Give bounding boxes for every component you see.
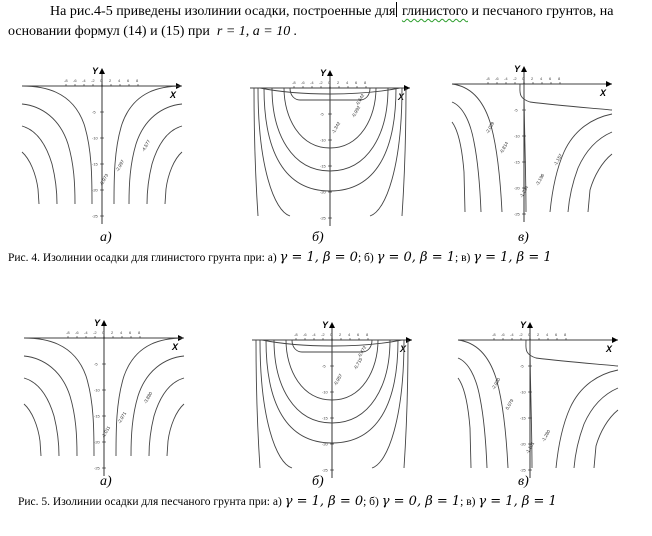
fig5-caption-prefix: Рис. 5. Изолинии осадки для песчаного грунта при: а) — [18, 496, 282, 508]
fig4-caption-sep-b: ; б) — [357, 252, 374, 264]
x-axis-label: X — [600, 88, 607, 98]
contour-line — [22, 126, 57, 204]
contour-value-label: -2,997 — [114, 158, 126, 173]
contour-value-label: -4,577 — [140, 138, 152, 153]
fig4-panel-c — [452, 62, 612, 222]
y-tick-label: -10 — [94, 387, 100, 393]
contour-value-label: -0,472 — [356, 344, 368, 359]
contour-line — [520, 84, 612, 110]
x-tick-label: -2 — [91, 78, 95, 83]
contour-line — [22, 86, 92, 204]
contour-value-label: -0,957 — [332, 372, 344, 387]
y-tick-label: -15 — [320, 163, 326, 169]
contour-line — [452, 102, 481, 212]
x-axis-label: X — [398, 92, 405, 102]
y-tick-label: -25 — [92, 213, 98, 219]
x-tick-label: 8 — [366, 332, 369, 337]
x-tick-label: 0 — [330, 332, 333, 337]
fig4-caption-a: γ = 1, β = 0 — [279, 250, 358, 265]
contour-line — [404, 340, 408, 468]
contour-plot — [252, 318, 412, 478]
intro-paragraph — [8, 2, 644, 42]
fig5-caption-sep-b: ; б) — [363, 496, 379, 508]
y-tick-label: -25 — [320, 215, 326, 221]
y-tick-label: -10 — [320, 137, 326, 143]
contour-value-label: -0,992 — [350, 104, 362, 119]
contour-value-label: -1,224 — [518, 184, 530, 199]
x-tick-label: 2 — [337, 80, 340, 85]
x-tick-label: 8 — [558, 76, 561, 81]
intro-text-2: и песчаного грунтов, на основании формул (14) и (15) при — [8, 4, 614, 39]
y-axis-arrow — [101, 320, 107, 326]
fig4-sublabel-b: б) — [312, 230, 324, 245]
x-axis-arrow — [612, 337, 618, 343]
contour-line — [452, 84, 502, 212]
contour-value-label: -1,101 — [524, 440, 536, 455]
fig5-sublabel-a: а) — [100, 474, 112, 489]
contour-value-label: -2,971 — [116, 410, 128, 425]
intro-text-1: На рис.4-5 приведены изолинии осадки, построенные для — [50, 4, 396, 19]
y-tick-label: -10 — [520, 389, 526, 395]
contour-line — [402, 88, 406, 216]
y-tick-label: -20 — [322, 441, 328, 447]
text-cursor — [396, 2, 397, 17]
x-tick-label: -6 — [303, 332, 307, 337]
fig5-caption-sep-c: ; в) — [460, 496, 476, 508]
x-tick-label: 4 — [118, 78, 121, 83]
contour-line — [458, 340, 508, 468]
fig4-caption-sep-c: ; в) — [455, 252, 471, 264]
x-tick-label: -8 — [292, 80, 296, 85]
y-tick-label: -20 — [92, 187, 98, 193]
contour-value-label: -1,157 — [552, 152, 564, 167]
fig4-sublabel-c: в) — [518, 230, 529, 245]
x-tick-label: 6 — [555, 332, 558, 337]
fig5-caption — [18, 494, 557, 509]
x-tick-label: 6 — [357, 332, 360, 337]
y-axis-arrow — [99, 68, 105, 74]
x-axis-arrow — [406, 337, 412, 343]
fig4-sublabel-a: а) — [100, 230, 112, 245]
x-tick-label: 4 — [348, 332, 351, 337]
contour-line — [526, 340, 618, 366]
contour-line — [594, 410, 618, 468]
contour-value-label: -0,715 — [352, 356, 364, 371]
y-tick-label: -5 — [94, 361, 98, 367]
fig5-sublabel-c: в) — [518, 474, 529, 489]
y-tick-label: -15 — [94, 413, 100, 419]
x-tick-label: 2 — [531, 76, 534, 81]
y-tick-label: -5 — [322, 363, 326, 369]
fig4-caption — [8, 250, 552, 265]
fig5-sublabel-b: б) — [312, 474, 324, 489]
contour-line — [588, 154, 612, 212]
contour-value-label: -0,973 — [98, 172, 110, 187]
contour-plot — [22, 64, 182, 224]
contour-line — [24, 404, 41, 456]
fig4-panel-a — [22, 64, 182, 224]
y-tick-label: -15 — [92, 161, 98, 167]
y-tick-label: -20 — [94, 439, 100, 445]
x-tick-label: 0 — [528, 332, 531, 337]
y-tick-label: -20 — [520, 441, 526, 447]
x-tick-label: 0 — [522, 76, 525, 81]
fig4-panel-b — [250, 66, 410, 226]
x-tick-label: -8 — [66, 330, 70, 335]
x-axis-label: X — [606, 344, 613, 354]
x-tick-label: 8 — [564, 332, 567, 337]
x-tick-label: 0 — [102, 330, 105, 335]
contour-plot — [250, 66, 410, 226]
y-axis-label: Y — [92, 66, 99, 76]
x-tick-label: -6 — [73, 78, 77, 83]
contour-value-label: -1,342 — [330, 120, 342, 135]
x-tick-label: -8 — [492, 332, 496, 337]
contour-line — [452, 122, 465, 212]
x-tick-label: -6 — [501, 332, 505, 337]
x-tick-label: -6 — [301, 80, 305, 85]
contour-value-label: -3,880 — [142, 390, 154, 405]
x-tick-label: 6 — [129, 330, 132, 335]
x-axis-arrow — [404, 85, 410, 91]
contour-line — [165, 152, 182, 204]
contour-plot — [458, 318, 618, 478]
fig5-panel-b — [252, 318, 412, 478]
x-tick-label: 4 — [540, 76, 543, 81]
x-tick-label: -8 — [486, 76, 490, 81]
y-tick-label: -5 — [320, 111, 324, 117]
y-axis-label: Y — [320, 68, 327, 78]
x-axis-label: X — [172, 342, 179, 352]
x-tick-label: 2 — [537, 332, 540, 337]
x-tick-label: 2 — [111, 330, 114, 335]
contour-plot — [452, 62, 612, 222]
contour-line — [167, 404, 184, 456]
contour-value-label: -2,930 — [490, 376, 502, 391]
contour-line — [22, 152, 39, 204]
x-tick-label: -4 — [82, 78, 86, 83]
x-tick-label: -2 — [319, 80, 323, 85]
contour-value-label: -3,196 — [534, 172, 546, 187]
fig4-caption-prefix: Рис. 4. Изолинии осадки для глинистого грунта при: а) — [8, 252, 277, 264]
fig5-panel-c — [458, 318, 618, 478]
intro-formula: r = 1, a = 10 . — [216, 24, 298, 39]
x-tick-label: 6 — [127, 78, 130, 83]
y-tick-label: -15 — [322, 415, 328, 421]
y-tick-label: -10 — [322, 389, 328, 395]
x-tick-label: -4 — [84, 330, 88, 335]
x-tick-label: 6 — [355, 80, 358, 85]
y-axis-label: Y — [514, 64, 521, 74]
x-axis-label: X — [400, 344, 407, 354]
fig4-caption-b: γ = 0, β = 1 — [376, 250, 455, 265]
x-tick-label: -2 — [93, 330, 97, 335]
contour-line — [458, 358, 487, 468]
x-tick-label: -4 — [310, 80, 314, 85]
y-axis-arrow — [527, 322, 533, 328]
contour-value-label: -0,642 — [354, 92, 366, 107]
y-tick-label: -25 — [520, 467, 526, 473]
contour-line — [568, 132, 612, 212]
fig5-caption-a: γ = 1, β = 0 — [284, 494, 364, 509]
y-tick-label: -25 — [322, 467, 328, 473]
contour-value-label: -2,039 — [484, 120, 496, 135]
x-tick-label: -8 — [64, 78, 68, 83]
x-tick-label: -2 — [513, 76, 517, 81]
x-tick-label: -6 — [75, 330, 79, 335]
y-tick-label: -15 — [514, 159, 520, 165]
contour-line — [256, 340, 260, 468]
x-tick-label: 0 — [328, 80, 331, 85]
y-axis-arrow — [521, 66, 527, 72]
y-axis-arrow — [329, 322, 335, 328]
contour-line — [574, 388, 618, 468]
x-tick-label: 2 — [109, 78, 112, 83]
x-tick-label: 6 — [549, 76, 552, 81]
y-axis-label: Y — [520, 320, 527, 330]
x-tick-label: 0 — [100, 78, 103, 83]
x-tick-label: -4 — [312, 332, 316, 337]
x-tick-label: 4 — [546, 332, 549, 337]
fig5-caption-b: γ = 0, β = 1 — [381, 494, 461, 509]
contour-value-label: -1,011 — [100, 425, 112, 439]
x-tick-label: 4 — [120, 330, 123, 335]
contour-line — [458, 378, 471, 468]
contour-line — [254, 88, 258, 216]
x-tick-label: -2 — [519, 332, 523, 337]
x-axis-arrow — [606, 81, 612, 87]
contour-line — [147, 126, 182, 204]
y-tick-label: -25 — [94, 465, 100, 471]
contour-value-label: -0,814 — [498, 140, 510, 155]
contour-line — [149, 378, 184, 456]
contour-value-label: 0,079 — [504, 398, 515, 411]
x-axis-label: X — [170, 90, 177, 100]
x-tick-label: 8 — [136, 78, 139, 83]
y-tick-label: -15 — [520, 415, 526, 421]
x-tick-label: -2 — [321, 332, 325, 337]
fig5-caption-c: γ = 1, β = 1 — [478, 494, 557, 509]
x-tick-label: 8 — [364, 80, 367, 85]
fig5-panel-a — [24, 316, 184, 476]
x-tick-label: -4 — [504, 76, 508, 81]
contour-plot — [24, 316, 184, 476]
y-tick-label: -20 — [514, 185, 520, 191]
y-tick-label: -10 — [514, 133, 520, 139]
y-tick-label: -5 — [514, 107, 518, 113]
y-tick-label: -20 — [320, 189, 326, 195]
contour-value-label: -1,280 — [540, 428, 552, 443]
y-axis-label: Y — [94, 318, 101, 328]
x-tick-label: -8 — [294, 332, 298, 337]
x-tick-label: -4 — [510, 332, 514, 337]
y-axis-label: Y — [322, 320, 329, 330]
contour-line — [24, 338, 94, 456]
y-tick-label: -10 — [92, 135, 98, 141]
x-tick-label: -6 — [495, 76, 499, 81]
fig4-caption-c: γ = 1, β = 1 — [473, 250, 552, 265]
x-tick-label: 2 — [339, 332, 342, 337]
x-tick-label: 4 — [346, 80, 349, 85]
y-tick-label: -5 — [520, 363, 524, 369]
y-tick-label: -5 — [92, 109, 96, 115]
x-tick-label: 8 — [138, 330, 141, 335]
contour-line — [24, 378, 59, 456]
y-axis-arrow — [327, 70, 333, 76]
y-tick-label: -25 — [514, 211, 520, 217]
spellcheck-word[interactable]: глинистого — [401, 4, 468, 19]
